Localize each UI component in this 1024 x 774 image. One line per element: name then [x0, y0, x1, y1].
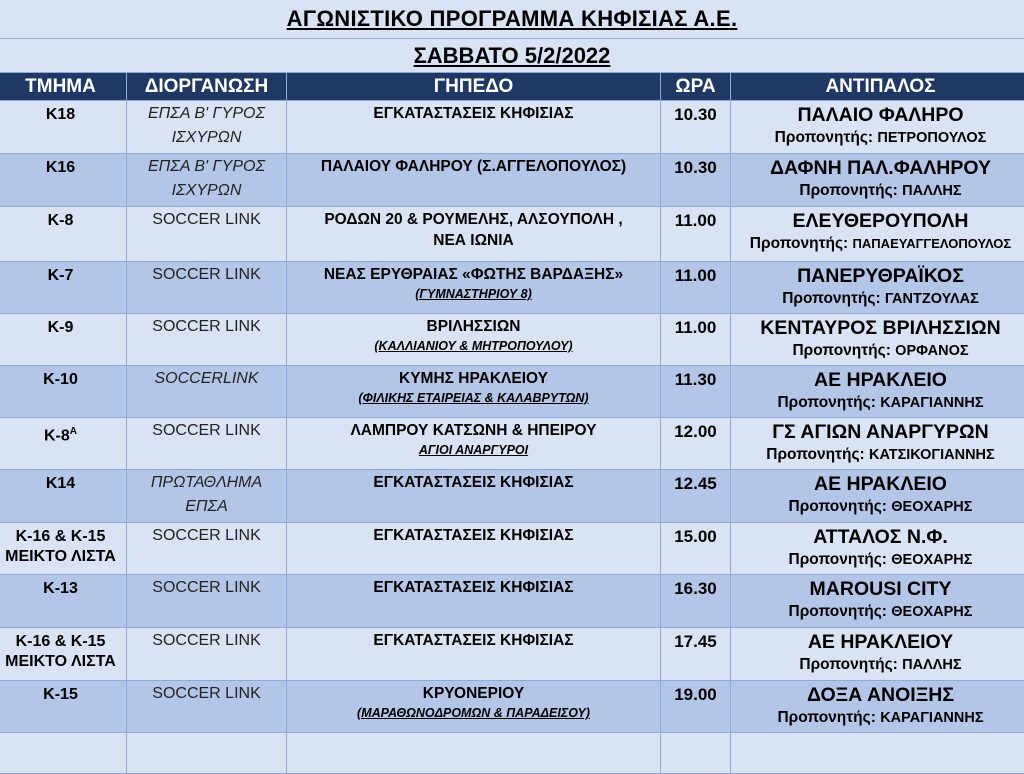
dept-cell — [0, 207, 127, 262]
opponent-cell — [731, 681, 1024, 733]
opponent-name: ΑΤΤΑΛΟΣ Ν.Φ. — [731, 523, 1024, 549]
coach-name: ΠΑΠΑΕΥΑΓΓΕΛΟΠΟΥΛΟΣ — [853, 236, 1012, 251]
time-cell — [661, 470, 731, 523]
table-row — [0, 523, 1024, 575]
organizer-line1: SOCCER LINK — [127, 262, 286, 286]
dept-label: Κ-15 — [0, 681, 126, 705]
match-time: 15.00 — [661, 523, 730, 548]
match-time: 17.45 — [661, 628, 730, 653]
venue-cell — [287, 523, 661, 575]
venue-cell — [287, 154, 661, 207]
organizer-cell — [127, 366, 287, 418]
dept-label: Κ-8 — [0, 207, 126, 231]
coach-name: ΠΕΤΡΟΠΟΥΛΟΣ — [877, 130, 986, 146]
match-time: 19.00 — [661, 681, 730, 706]
coach-label: Προπονητής: — [792, 342, 895, 359]
opponent-name: ΔΟΞΑ ΑΝΟΙΞΗΣ — [731, 681, 1024, 707]
coach-name: ΚΑΡΑΓΙΑΝΝΗΣ — [880, 710, 983, 726]
organizer-cell — [127, 314, 287, 366]
venue-detail: (ΓΥΜΝΑΣΤΗΡΙΟΥ 8) — [287, 285, 660, 303]
table-row — [0, 681, 1024, 733]
venue-detail: (ΚΑΛΛΙΑΝΙΟΥ & ΜΗΤΡΟΠΟΥΛΟΥ) — [287, 337, 660, 355]
dept-cell — [0, 314, 127, 366]
opponent-cell — [731, 366, 1024, 418]
venue-name: ΒΡΙΛΗΣΣΙΩΝ — [287, 314, 660, 337]
schedule-table — [0, 72, 1024, 774]
match-time: 11.00 — [661, 314, 730, 339]
opponent-name: ΠΑΝΕΡΥΘΡΑΪΚΟΣ — [731, 262, 1024, 288]
time-cell — [661, 628, 731, 681]
organizer-cell — [127, 101, 287, 154]
table-row — [0, 101, 1024, 154]
time-cell — [661, 418, 731, 470]
empty-cell — [731, 733, 1024, 774]
coach-label: Προπονητής: — [789, 603, 892, 620]
opponent-name: ΔΑΦΝΗ ΠΑΛ.ΦΑΛΗΡΟΥ — [731, 154, 1024, 180]
coach-label: Προπονητής: — [766, 446, 869, 463]
opponent-cell — [731, 314, 1024, 366]
organizer-line1: SOCCER LINK — [127, 314, 286, 338]
organizer-line1: SOCCER LINK — [127, 575, 286, 599]
opponent-cell — [731, 154, 1024, 207]
page-title: ΑΓΩΝΙΣΤΙΚΟ ΠΡΟΓΡΑΜΜΑ ΚΗΦΙΣΙΑΣ Α.Ε. — [287, 6, 738, 32]
venue-name-line2: ΝΕΑ ΙΩΝΙΑ — [287, 230, 660, 251]
venue-name: ΕΓΚΑΤΑΣΤΑΣΕΙΣ ΚΗΦΙΣΙΑΣ — [287, 628, 660, 651]
time-cell — [661, 366, 731, 418]
table-row — [0, 628, 1024, 681]
dept-label: Κ-7 — [0, 262, 126, 286]
time-cell — [661, 154, 731, 207]
organizer-line1: ΕΠΣΑ Β' ΓΥΡΟΣ — [127, 154, 286, 178]
coach-name: ΚΑΡΑΓΙΑΝΝΗΣ — [880, 395, 983, 411]
match-time: 11.00 — [661, 207, 730, 232]
coach-line — [731, 496, 1024, 518]
organizer-cell — [127, 262, 287, 314]
coach-line — [731, 549, 1024, 571]
dept-cell — [0, 154, 127, 207]
dept-text: Κ-8 — [44, 427, 70, 444]
match-time: 11.30 — [661, 366, 730, 391]
organizer-cell — [127, 523, 287, 575]
venue-name: ΚΡΥΟΝΕΡΙΟΥ — [287, 681, 660, 704]
coach-name: ΚΑΤΣΙΚΟΓΙΑΝΝΗΣ — [869, 447, 995, 463]
organizer-line1: SOCCER LINK — [127, 418, 286, 442]
venue-name: ΕΓΚΑΤΑΣΤΑΣΕΙΣ ΚΗΦΙΣΙΑΣ — [287, 523, 660, 546]
table-row — [0, 418, 1024, 470]
header-dept: ΤΜΗΜΑ — [0, 73, 127, 101]
table-row — [0, 366, 1024, 418]
empty-cell — [0, 733, 127, 774]
organizer-cell — [127, 575, 287, 628]
venue-cell — [287, 470, 661, 523]
venue-name: ΛΑΜΠΡΟΥ ΚΑΤΣΩΝΗ & ΗΠΕΙΡΟΥ — [287, 418, 660, 441]
coach-name: ΘΕΟΧΑΡΗΣ — [891, 499, 972, 515]
empty-cell — [661, 733, 731, 774]
dept-cell — [0, 262, 127, 314]
empty-cell — [287, 733, 661, 774]
venue-cell — [287, 575, 661, 628]
opponent-cell — [731, 207, 1024, 262]
time-cell — [661, 314, 731, 366]
coach-label: Προπονητής: — [789, 551, 892, 568]
title-bar — [0, 0, 1024, 39]
venue-cell — [287, 628, 661, 681]
organizer-line1: SOCCER LINK — [127, 523, 286, 547]
header-venue: ΓΗΠΕΔΟ — [287, 73, 661, 101]
dept-cell — [0, 523, 127, 575]
venue-name: ΕΓΚΑΤΑΣΤΑΣΕΙΣ ΚΗΦΙΣΙΑΣ — [287, 101, 660, 124]
dept-cell — [0, 628, 127, 681]
table-row — [0, 262, 1024, 314]
opponent-name: ΑΕ ΗΡΑΚΛΕΙΟΥ — [731, 628, 1024, 654]
coach-line — [731, 392, 1024, 414]
coach-name: ΠΑΛΛΗΣ — [902, 657, 961, 673]
coach-line — [731, 601, 1024, 623]
venue-name: ΝΕΑΣ ΕΡΥΘΡΑΙΑΣ «ΦΩΤΗΣ ΒΑΡΔΑΞΗΣ» — [287, 262, 660, 285]
coach-name: ΓΑΝΤΖΟΥΛΑΣ — [885, 291, 979, 307]
match-time: 12.45 — [661, 470, 730, 495]
coach-line — [731, 707, 1024, 729]
opponent-cell — [731, 470, 1024, 523]
coach-label: Προπονητής: — [799, 656, 902, 673]
dept-label-line2: ΜΕΙΚΤΟ ΛΙΣΤΑ — [0, 547, 126, 567]
coach-name: ΠΑΛΛΗΣ — [902, 183, 961, 199]
opponent-name: ΠΑΛΑΙΟ ΦΑΛΗΡΟ — [731, 101, 1024, 127]
opponent-cell — [731, 101, 1024, 154]
coach-name: ΟΡΦΑΝΟΣ — [895, 343, 968, 359]
coach-line — [731, 180, 1024, 202]
coach-line — [731, 340, 1024, 362]
dept-label: Κ-16 & Κ-15 — [0, 523, 126, 547]
dept-cell — [0, 575, 127, 628]
coach-label: Προπονητής: — [775, 129, 878, 146]
coach-line — [731, 444, 1024, 466]
venue-detail: ΑΓΙΟΙ ΑΝΑΡΓΥΡΟΙ — [287, 441, 660, 459]
coach-label: Προπονητής: — [789, 498, 892, 515]
dept-label: Κ-13 — [0, 575, 126, 599]
coach-label: Προπονητής: — [782, 290, 885, 307]
dept-label: Κ16 — [0, 154, 126, 178]
coach-line — [731, 654, 1024, 676]
venue-cell — [287, 262, 661, 314]
organizer-cell — [127, 470, 287, 523]
table-row — [0, 207, 1024, 262]
opponent-cell — [731, 575, 1024, 628]
organizer-cell — [127, 681, 287, 733]
venue-cell — [287, 418, 661, 470]
time-cell — [661, 101, 731, 154]
venue-name: ΚΥΜΗΣ ΗΡΑΚΛΕΙΟΥ — [287, 366, 660, 389]
venue-cell — [287, 366, 661, 418]
dept-label: Κ14 — [0, 470, 126, 494]
coach-label: Προπονητής: — [777, 394, 880, 411]
coach-label: Προπονητής: — [799, 182, 902, 199]
time-cell — [661, 523, 731, 575]
organizer-line1: SOCCER LINK — [127, 681, 286, 705]
opponent-name: MAROUSI CITY — [731, 575, 1024, 601]
coach-label: Προπονητής: — [750, 235, 853, 252]
dept-cell — [0, 418, 127, 470]
organizer-line1: SOCCER LINK — [127, 207, 286, 231]
date-bar — [0, 39, 1024, 72]
dept-label: Κ18 — [0, 101, 126, 125]
empty-cell — [127, 733, 287, 774]
schedule-date: ΣΑΒΒΑΤΟ 5/2/2022 — [414, 43, 611, 69]
dept-superscript: Α — [70, 426, 77, 437]
organizer-cell — [127, 154, 287, 207]
opponent-name: ΚΕΝΤΑΥΡΟΣ ΒΡΙΛΗΣΣΙΩΝ — [731, 314, 1024, 340]
table-header-row — [0, 73, 1024, 101]
opponent-cell — [731, 262, 1024, 314]
organizer-cell — [127, 207, 287, 262]
header-organizer: ΔΙΟΡΓΑΝΩΣΗ — [127, 73, 287, 101]
venue-detail: (ΜΑΡΑΘΩΝΟΔΡΟΜΩΝ & ΠΑΡΑΔΕΙΣΟΥ) — [287, 704, 660, 722]
coach-line — [731, 233, 1024, 255]
dept-label — [0, 418, 126, 446]
dept-cell — [0, 681, 127, 733]
venue-cell — [287, 681, 661, 733]
table-row — [0, 470, 1024, 523]
venue-cell — [287, 207, 661, 262]
organizer-line1: ΠΡΩΤΑΘΛΗΜΑ — [127, 470, 286, 494]
match-time: 11.00 — [661, 262, 730, 287]
time-cell — [661, 575, 731, 628]
dept-cell — [0, 470, 127, 523]
coach-line — [731, 288, 1024, 310]
organizer-cell — [127, 628, 287, 681]
organizer-cell — [127, 418, 287, 470]
table-row — [0, 575, 1024, 628]
time-cell — [661, 262, 731, 314]
organizer-line1: SOCCERLINK — [127, 366, 286, 390]
header-opponent: ΑΝΤΙΠΑΛΟΣ — [731, 73, 1024, 101]
table-row — [0, 314, 1024, 366]
dept-label: Κ-16 & Κ-15 — [0, 628, 126, 652]
opponent-cell — [731, 418, 1024, 470]
opponent-name: ΑΕ ΗΡΑΚΛΕΙΟ — [731, 366, 1024, 392]
header-time: ΩΡΑ — [661, 73, 731, 101]
time-cell — [661, 681, 731, 733]
organizer-line1: ΕΠΣΑ Β' ΓΥΡΟΣ — [127, 101, 286, 125]
opponent-cell — [731, 523, 1024, 575]
opponent-name: ΕΛΕΥΘΕΡΟΥΠΟΛΗ — [731, 207, 1024, 233]
organizer-line2: ΙΣΧΥΡΩΝ — [127, 178, 286, 202]
coach-line — [731, 127, 1024, 149]
opponent-cell — [731, 628, 1024, 681]
organizer-line2: ΕΠΣΑ — [127, 494, 286, 518]
venue-name: ΕΓΚΑΤΑΣΤΑΣΕΙΣ ΚΗΦΙΣΙΑΣ — [287, 575, 660, 598]
organizer-line2: ΙΣΧΥΡΩΝ — [127, 125, 286, 149]
venue-detail: (ΦΙΛΙΚΗΣ ΕΤΑΙΡΕΙΑΣ & ΚΑΛΑΒΡΥΤΩΝ) — [287, 389, 660, 407]
dept-cell — [0, 366, 127, 418]
match-time: 10.30 — [661, 101, 730, 126]
match-time: 16.30 — [661, 575, 730, 600]
table-row — [0, 154, 1024, 207]
venue-cell — [287, 101, 661, 154]
organizer-line1: SOCCER LINK — [127, 628, 286, 652]
venue-name: ΕΓΚΑΤΑΣΤΑΣΕΙΣ ΚΗΦΙΣΙΑΣ — [287, 470, 660, 493]
match-time: 12.00 — [661, 418, 730, 443]
dept-label-line2: ΜΕΙΚΤΟ ΛΙΣΤΑ — [0, 652, 126, 672]
coach-name: ΘΕΟΧΑΡΗΣ — [891, 552, 972, 568]
venue-cell — [287, 314, 661, 366]
empty-row — [0, 733, 1024, 774]
venue-name: ΠΑΛΑΙΟΥ ΦΑΛΗΡΟΥ (Σ.ΑΓΓΕΛΟΠΟΥΛΟΣ) — [287, 154, 660, 177]
dept-label: Κ-10 — [0, 366, 126, 390]
opponent-name: ΑΕ ΗΡΑΚΛΕΙΟ — [731, 470, 1024, 496]
dept-cell — [0, 101, 127, 154]
venue-name: ΡΟΔΩΝ 20 & ΡΟΥΜΕΛΗΣ, ΑΛΣΟΥΠΟΛΗ , — [287, 207, 660, 230]
match-time: 10.30 — [661, 154, 730, 179]
time-cell — [661, 207, 731, 262]
coach-label: Προπονητής: — [777, 709, 880, 726]
opponent-name: ΓΣ ΑΓΙΩΝ ΑΝΑΡΓΥΡΩΝ — [731, 418, 1024, 444]
dept-label: Κ-9 — [0, 314, 126, 338]
coach-name: ΘΕΟΧΑΡΗΣ — [891, 604, 972, 620]
